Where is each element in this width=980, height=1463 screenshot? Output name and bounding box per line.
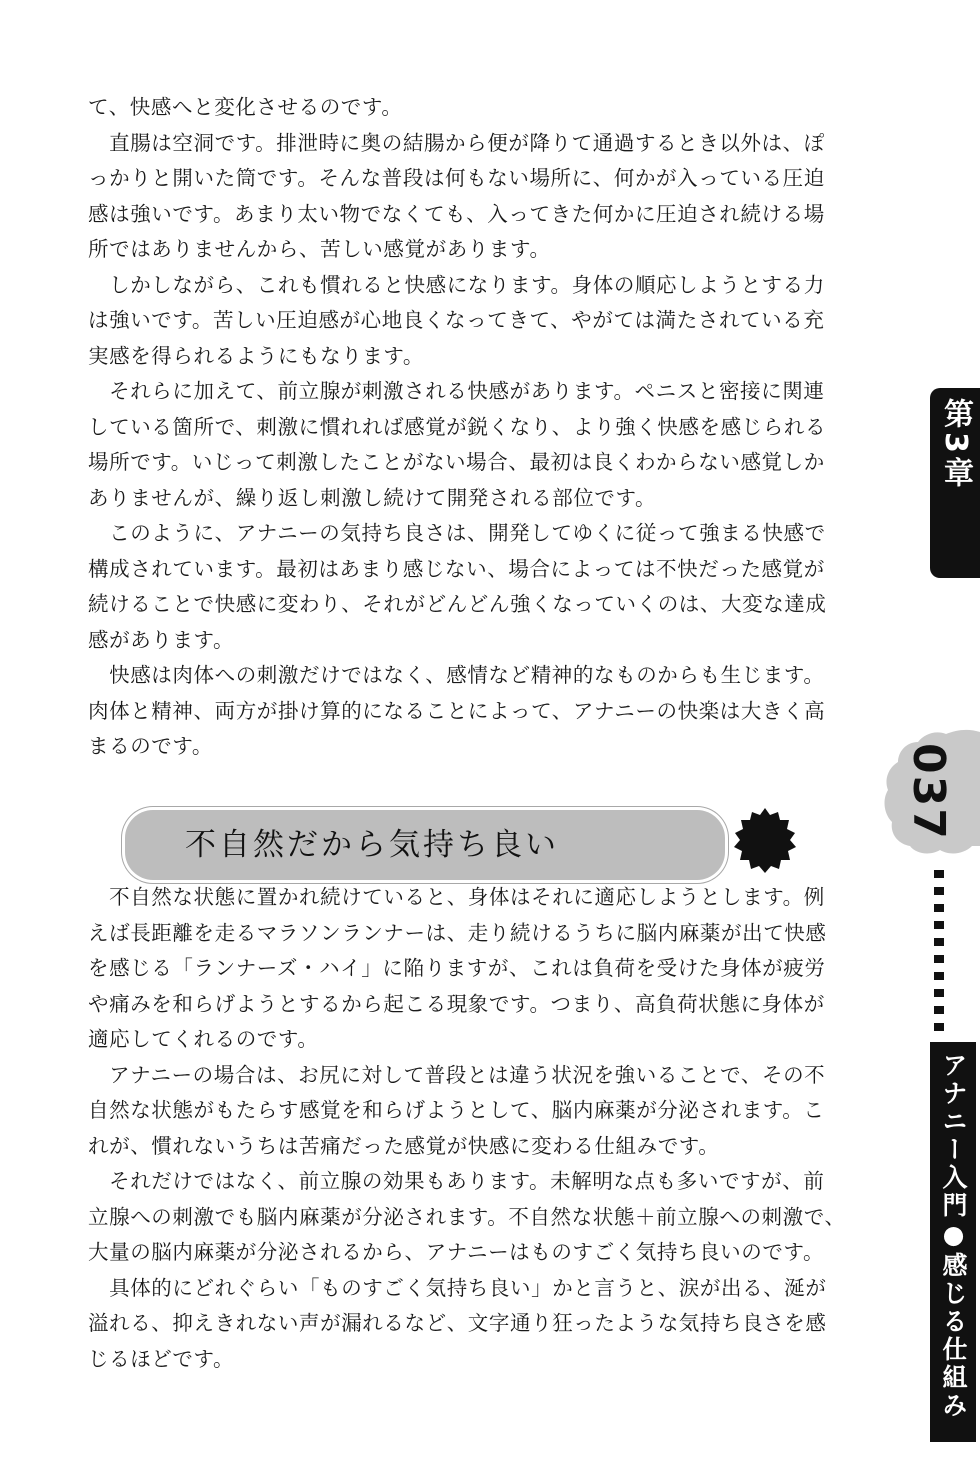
text-line: 直腸は空洞です。排泄時に奥の結腸から便が降りて通過するとき以外は、ぽ: [88, 130, 825, 155]
text-line: 自然な状態がもたらす感覚を和らげようとして、脳内麻薬が分泌されます。こ: [88, 1098, 825, 1122]
text-line: を感じる「ランナーズ・ハイ」に陥りますが、これは負荷を受けた身体が疲労: [88, 956, 826, 980]
text-line: て、快感へと変化させるのです。: [88, 95, 403, 119]
text-line: 適応してくれるのです。: [88, 1027, 319, 1051]
text-line: 溢れる、抑えきれない声が漏れるなど、文字通り狂ったような気持ち良さを感: [88, 1311, 827, 1335]
text-line: 場所です。いじって刺激したことがない場合、最初は良くわからない感覚しか: [88, 450, 825, 474]
text-line: 感は強いです。あまり太い物でなくても、入ってきた何かに圧迫され続ける場: [88, 201, 825, 226]
text-line: えば長距離を走るマラソンランナーは、走り続けるうちに脳内麻薬が出て快感: [88, 920, 827, 945]
running-title: アナニー入門●感じる仕組み: [939, 1052, 968, 1420]
chapter-label: 第3章: [938, 398, 973, 491]
text-line: 肉体と精神、両方が掛け算的になることによって、アナニーの快楽は大きく高: [88, 698, 826, 723]
text-line: このように、アナニーの気持ち良さは、開発してゆくに従って強まる快感で: [88, 521, 826, 545]
text-line: 感があります。: [88, 627, 235, 652]
text-line: 構成されています。最初はあまり感じない、場合によっては不快だった感覚が: [88, 556, 825, 581]
dotted-divider: [934, 870, 944, 1040]
page-number: 037: [903, 743, 954, 841]
text-line: 所ではありませんから、苦しい感覚があります。: [88, 237, 551, 261]
text-line: それだけではなく、前立腺の効果もあります。未解明な点も多いですが、前: [88, 1169, 825, 1193]
text-line: 実感を得られるようにもなります。: [88, 343, 424, 368]
text-line: 続けることで快感に変わり、それがどんどん強くなっていくのは、大変な達成: [88, 592, 827, 616]
text-line: 大量の脳内麻薬が分泌されるから、アナニーはものすごく気持ち良いのです。: [88, 1240, 825, 1264]
body-text-lower: [88, 880, 846, 1377]
running-title-bar: [930, 1042, 976, 1442]
text-line: アナニーの場合は、お尻に対して普段とは違う状況を強いることで、その不: [88, 1062, 826, 1087]
text-line: それらに加えて、前立腺が刺激される快感があります。ペニスと密接に関連: [88, 379, 825, 403]
text-line: ありませんが、繰り返し刺激し続けて開発される部位です。: [88, 485, 657, 510]
section-heading-text: 不自然だから気持ち良い: [185, 827, 559, 863]
body-text-upper: [88, 90, 833, 765]
text-line: まるのです。: [88, 734, 213, 758]
heading-bullet-icon: [732, 806, 798, 880]
text-line: している箇所で、刺激に慣れれば感覚が鋭くなり、より強く快感を感じられる: [88, 414, 827, 439]
text-line: しかしながら、これも慣れると快感になります。身体の順応しようとする力: [88, 272, 825, 297]
text-line: 不自然な状態に置かれ続けていると、身体はそれに適応しようとします。例: [88, 885, 825, 909]
text-line: や痛みを和らげようとするから起こる現象です。つまり、高負荷状態に身体が: [88, 991, 825, 1016]
text-line: れが、慣れないうちは苦痛だった感覚が快感に変わる仕組みです。: [88, 1133, 720, 1158]
text-line: じるほどです。: [88, 1346, 235, 1371]
text-line: 快感は肉体への刺激だけではなく、感情など精神的なものからも生じます。: [88, 663, 825, 687]
text-line: 立腺への刺激でも脳内麻薬が分泌されます。不自然な状態＋前立腺への刺激で、: [88, 1204, 846, 1229]
text-line: っかりと開いた筒です。そんな普段は何もない場所に、何かが入っている圧迫: [88, 166, 825, 190]
text-line: は強いです。苦しい圧迫感が心地良くなってきて、やがては満たされている充: [88, 308, 825, 332]
text-line: 具体的にどれぐらい「ものすごく気持ち良い」かと言うと、涙が出る、涎が: [88, 1275, 827, 1300]
chapter-side-tab: [930, 388, 980, 578]
